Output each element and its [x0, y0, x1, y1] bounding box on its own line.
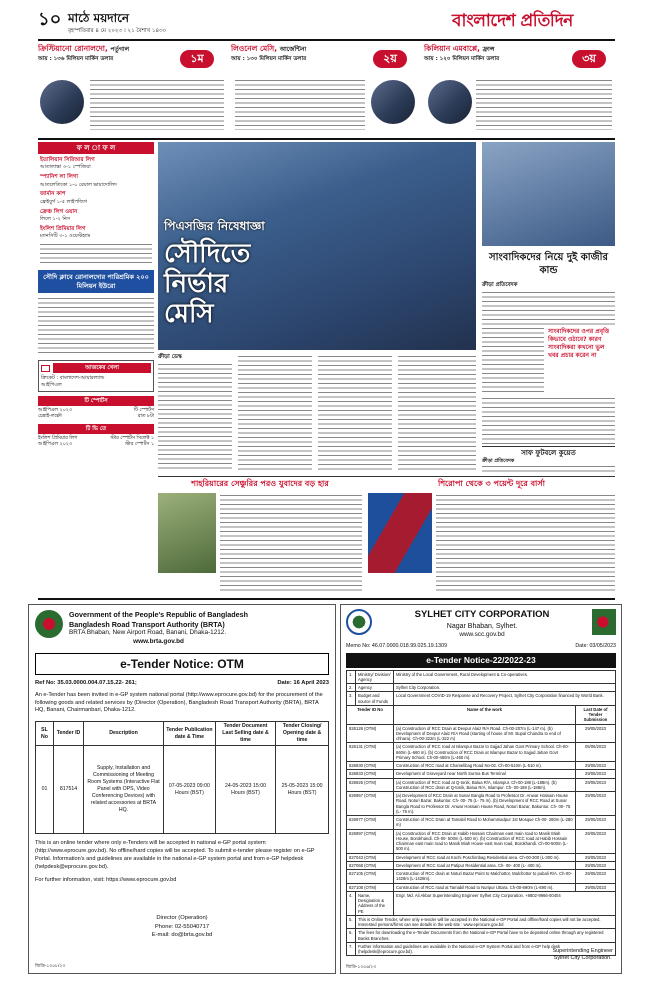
bottom-photo-2 [368, 493, 432, 573]
main-body-col-1 [158, 362, 232, 472]
brta-title: e-Tender Notice: OTM [35, 653, 329, 675]
scc-memo: Memo No: 46.07.0000.018.99.025.19.1309 [346, 642, 448, 649]
right-body-a [482, 290, 615, 326]
scc-address: Nagar Bhaban, Sylhet. [446, 622, 518, 630]
table-row: 3. Budget and source of Funds Local Government COVID-19 Response and Recovery Project, Sylhet City Corporation financed by World Bank. [347, 692, 616, 706]
brta-intro: An e-Tender has been invited in e-GP system national portal (http://www.eprocure.gov.bd) for the procurement of the following goods and related services by (Director (Operation), Bangladesh Road Transport Authority (BRTA), BRTA HQ, Banani, Chairmanbari, Dhaka-1212. [35, 691, 323, 714]
player-text-3 [476, 78, 612, 130]
table-row: 826833 (OTM) Development of Graveyard near North Surma Bus Terminal 29/05/2023 [347, 770, 616, 778]
player-photo-3 [428, 80, 472, 124]
brta-address: BRTA Bhaban, New Airport Road, Banani, Dhaka-1212. [69, 629, 227, 637]
rank-badge-3: ৩য় [572, 50, 606, 68]
tv-header: টি ভি তে [38, 424, 154, 434]
brta-gov-line1: Government of the People's Republic of Bangladesh [69, 610, 249, 619]
brta-ad [28, 604, 336, 974]
ranking-card-3 [424, 44, 615, 136]
left-column [38, 142, 154, 472]
result-item: স্প্যানিশ লা লিগা আতলেতিকো ১-০ রেয়াল ভায়াদোলিদ [40, 174, 117, 188]
today-tv-box [38, 360, 154, 392]
section-title: মাঠে ময়দানে [68, 11, 130, 25]
player-name-3: কিলিয়ান এমবাপ্পে, ফ্রান্স [424, 44, 495, 53]
side-story-title: সৌদি ক্লাবে রোনালদোর পারিশ্রমিক ২০০ মিলিয়ন ইউরো [38, 270, 154, 294]
brta-further: For further information, visit: https://www.eprocure.gov.bd [35, 876, 177, 883]
rank-badge-2: ২য় [373, 50, 407, 68]
table-row: 827105 (OTM) Construction of RCC drain at Noturi Bazar Point to Malchottor, Malchottor to pubali R/A. Ch-00-1428m (L-1428m). 29/05/2023 [347, 870, 616, 884]
masthead-rule [38, 39, 615, 41]
bottom-body-2 [436, 493, 615, 593]
player-income-3: আয় : ১২০ মিলিয়ন মার্কিন ডলার [424, 56, 500, 63]
player-name-1: ক্রিস্টিয়ানো রোনালদো, পর্তুগাল [38, 44, 130, 53]
sub-story-body [482, 464, 615, 472]
rank-badge-1: ১ম [180, 50, 214, 68]
brta-gov-line2: Bangladesh Road Transport Authority (BRTA) [69, 619, 225, 629]
brta-website: www.brta.gov.bd [133, 638, 184, 646]
player-income-1: আয় : ১৩৬ মিলিয়ন মার্কিন ডলার [38, 56, 114, 63]
table-row: 826126 (OTM) (a) Construction of RCC Drain at Devpur Alaiz R/A Road. Ch-00-207m (L-147 m). (b) Development of Devpur Alaiz R/A Road (starting of house of Mr. Bupal Chandra to end of chhara). Ch-00-322m (L-322 m) 29/05/2023 [347, 724, 616, 743]
results-header: ফ ল া ফ ল [38, 142, 154, 154]
today-item: ক্রিকেট : বাংলাদেশ-আয়ারল্যান্ড [41, 375, 105, 382]
brta-tender-table [35, 721, 329, 834]
brta-note: This is an online tender where only e-Tenders will be accepted in national e-GP portal system (http://www.eprocure.gov.bd). No offline/hard copies will be accepted. To submit e-tender please register on e-GP Portal. Information's and guidelines are available in the national e-GP system portal and from e-GP helpdesk (helpdesk@eprocure.gov.bd). [35, 840, 315, 870]
table-row: 4. Name, Designation & Address of the PE Engr. Md. Ali Akbar Superintending Engineer Sylhet City Corporation. +8802-9966-00404 [347, 891, 616, 915]
scc-flag-icon [592, 609, 616, 635]
table-row: 826957 (OTM) (a) Development of RCC Drain at Sunar Bangla Road to Professor Dr. Anwar Hossain House Road, Noturi Bazar, Bakuntur. Ch- 00- 75 (L- 75 m). (b) Development of RCC Road at Sunar Bangla Road to Professor Dr. Anwar Hossain House Road, Noturi Bazar, Bakuntur. Ch- 00- 75 (L- 75 m). 29/05/2023 [347, 792, 616, 816]
table-row: 1. Ministry/ Division/ Agency Ministry of the Local Government, Rural Development & Co-operatives. [347, 670, 616, 684]
scc-logo-icon [346, 609, 372, 635]
masthead [0, 0, 650, 42]
paper-logo: বাংলাদেশ প্রতিদিন [452, 11, 573, 31]
brta-ref-no: Ref No: 35.03.0000.004.07.15.22- 261; [35, 679, 137, 686]
main-body-col-4 [398, 354, 476, 472]
scc-website: www.scc.gov.bd [459, 631, 505, 639]
bottom-story-2 [368, 479, 615, 595]
scc-name: SYLHET CITY CORPORATION [414, 609, 550, 620]
page-number: ১০ [38, 9, 62, 30]
right-photo [482, 142, 615, 246]
table-row: 827108 (OTM) Construction of RCC road at Tamabil Road to Nuripur Uttara. Ch-00-690m (L-690 m). 29/05/2023 [347, 883, 616, 891]
result-item: জার্মান কাপ ফ্রেইবুর্গ ১-৫ লাইপজিগ [40, 191, 88, 205]
table-row: 5. This is Online Tender, where only e-tender will be accepted in the National e-GP Portal and offline/hard copies will not be accepted. Interested persons/firms can see details in the web site : www.eprocure.gov.bd [347, 915, 616, 929]
bottom-stories [158, 476, 615, 594]
brta-signature-block: Director (Operation) Phone: 02-55040717 E-mail: do@brta.gov.bd [151, 915, 213, 939]
ranking-card-1 [38, 44, 228, 136]
rankings-row [38, 44, 615, 136]
main-story [158, 142, 476, 472]
table-row: 7. Further information and guidelines are available in the National e-GP System Portal and from e-GP help desk (helpdesk@eprocure.gov.bd). [347, 942, 616, 956]
player-text-1 [90, 78, 224, 130]
bottom-photo-1 [158, 493, 216, 573]
results-list [38, 154, 154, 270]
scc-ad [340, 604, 622, 974]
brta-date: Date: 16 April 2023 [277, 679, 329, 686]
ranking-card-2 [231, 44, 421, 136]
scc-signature-block: Superintending Engineer Sylhet City Corporation. [552, 947, 613, 962]
side-story-body [38, 296, 154, 356]
right-body-c [482, 396, 615, 444]
main-kicker: পিএসজির নিষেধাজ্ঞা [164, 219, 265, 233]
today-header: আজকের খেলা [53, 363, 151, 373]
table-row: 826977 (OTM) Construction of RCC Drain at Tamabil Road to Mohammadpur 1st Mosque Ch-00- 280m (L-280 m) 29/05/2023 [347, 816, 616, 830]
date-line: বৃহস্পতিবার ৪ মে ২০২৩ । ২১ বৈশাখ ১৪৩০ [68, 28, 167, 34]
table-row: 826925 (OTM) (a) Construction of RCC road at Q-tonik, Balua R/A, Islampur. Ch-00-188 (L-188m). (b) Construction of RCC drain at Q-tonik, Balua R/A, Islampur. Ch- 00-188 (L-188m). 29/05/2023 [347, 778, 616, 792]
player-photo-1 [40, 80, 84, 124]
pull-quote: সাংবাদিকদের ওপর প্রবৃত্তি কিভাবে ওঠাবে? কারণ সাংবাদিকরা কখনো ভুল খবর প্রচার করেন না [548, 328, 610, 360]
main-body-col-2 [238, 354, 312, 472]
bottom-body-1 [220, 493, 362, 593]
right-byline: ক্রীড়া প্রতিবেদক [482, 282, 518, 288]
tsports-header: টি স্পোর্টস [38, 396, 154, 406]
scc-footer-code: জিডি-১০৫৬/২৩ [346, 963, 377, 969]
table-row: 826997 (OTM) (a) Construction of RCC Drain at Habib Hossain Chairman east main road to Manik Miah House, Borokhandi. Ch-00- 500m (L-500 m). (b) Construction of RCC road at Habib Hossain Chairman east main road to Manik Miah House east main road, Borokhandi. Ch-00-500m (L-500 m). 29/05/2023 [347, 829, 616, 853]
main-byline: ক্রীড়া ডেস্ক [158, 354, 182, 360]
scc-date: Date: 03/05/2023 [575, 642, 616, 649]
player-income-2: আয় : ১৩০ মিলিয়ন মার্কিন ডলার [231, 56, 307, 63]
table-header-row: Tender ID No Name of the work Last Date of Tender Submission [347, 705, 616, 724]
table-row: 826830 (OTM) Construction of RCC road at Chamelibag Road No-02. Ch-00-510m (L-510 m). 29/05/2023 [347, 762, 616, 770]
brta-footer-code: জিডি-১০৫৮/২৩ [35, 962, 66, 968]
table-row: 6. The fees for downloading the e-Tender Documents from the National e-GP Portal have to be deposited online through any registered Banks Branches. [347, 929, 616, 943]
result-item: ফ্রেঞ্চ লিগ ওয়ান লিলে ১-২ নিস [40, 208, 78, 222]
table-row: 01 817514 Supply, Installation and Commissioning of Meeting Room Systems (Interactive Flat Panel with OPS, Video Conferencing Devices) with related accessories at BRTA HQ. 07-05-2023 09:00 Hours (BST) 24-05-2023 15:00 Hours (BST) 25-05-2023 15:00 Hours (BST) [36, 746, 329, 834]
today-item: আইপিএল [41, 382, 62, 389]
right-headline: সাংবাদিকদের নিয়ে দুই কাজীর কান্ড [488, 252, 608, 276]
sub-story-byline: ক্রীড়া প্রতিবেদক [482, 458, 515, 464]
bottom-headline-1: শাহরিয়ারের সেঞ্চুরির পরও যুবাদের বড় হার [191, 479, 329, 488]
ads-divider [38, 598, 615, 600]
table-header-row: SL No Tender ID Description Tender Publication date & Time Tender Document Last Selling date & time Tender Closing/ Opening date & time [36, 722, 329, 746]
main-headline: সৌদিতে নির্ভার মেসি [164, 239, 251, 329]
bottom-story-1 [158, 479, 362, 595]
player-text-2 [235, 78, 365, 130]
player-name-2: লিওনেল মেসি, আর্জেন্টিনা [231, 44, 307, 53]
scc-title: e-Tender Notice-22/2022-23 [346, 653, 616, 667]
table-row: 827043 (OTM) Development of RCC road at Kochi Poschimbag Residential area. Ch-00-300 (L-300 m). 29/05/2023 [347, 853, 616, 861]
scc-tender-table [346, 670, 616, 957]
table-row: 2. Agency Sylhet City Corporation. [347, 684, 616, 692]
sub-story-headline: সাফ ফুটবলে কুয়েত [482, 446, 615, 458]
result-item: ইংলিশ প্রিমিয়ার লিগ ম্যানসিটি ৩-১ ওয়েস্টহ্যাম [40, 226, 152, 264]
result-item: ইতালিয়ান সিরিআর লিগ আতালান্তা ৩-১ স্পেজিয়া [40, 157, 95, 171]
tv-icon [41, 365, 50, 372]
main-body-col-3 [318, 354, 392, 472]
govt-emblem-icon [35, 610, 63, 638]
right-story [482, 142, 615, 472]
tsports-box: টি স্পোর্টস আইপিএল ২০২৩ টি স্পোর্টস চেন্নাই-লক্ষ্ণৌ রাত ৮টা টি ভি তে ইংলিশ প্রিমিয়ার লিগ স্টার স্পোর্টস সিলেক্ট ১ আইপিএল ২০২৩ স্টার স্পোর্টস ১ [38, 397, 154, 448]
player-photo-2 [371, 80, 415, 124]
bottom-headline-2: শিরোপা থেকে ৩ পয়েন্ট দূরে বার্সা [438, 479, 545, 488]
table-row: 826131 (OTM) (a) Construction of RCC road at Islampur Bazar to Sajjad Jahan Govt Primary School. Ch-00-660m (L-660 m). (b) Construction of RCC Drain at Islampur Bazar to Sajjad Jahan Govt Primary School. Ch-00-460m (L-460 m). 05/06/2023 [347, 743, 616, 762]
right-body-b [482, 326, 544, 394]
rankings-divider [38, 138, 615, 140]
table-row: 827068 (OTM) Development of RCC road at Patipur Residential area. Ch- 00- 400 (L- 400 m). 29/05/2023 [347, 861, 616, 869]
